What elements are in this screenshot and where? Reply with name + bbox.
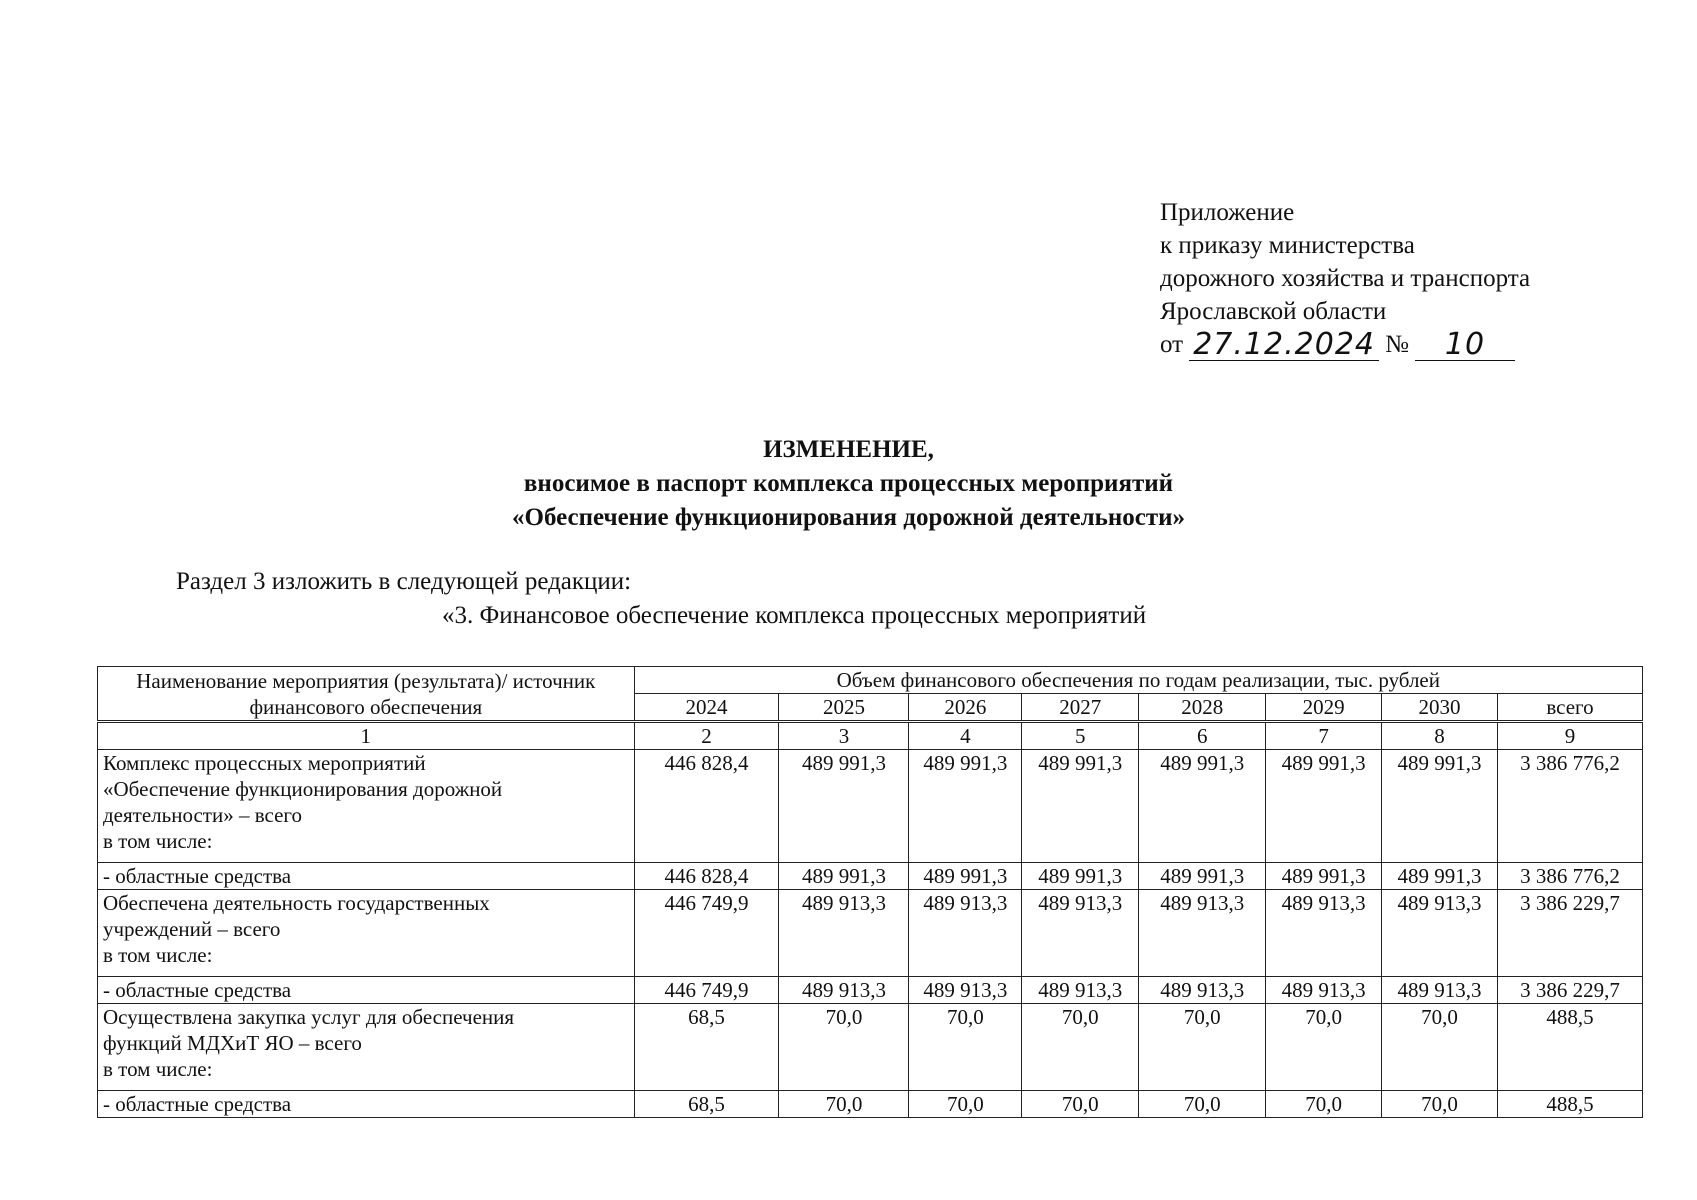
row-name-line: «Обеспечение функционирования дорожной	[103, 777, 503, 801]
value-cell: 489 991,3	[1382, 750, 1498, 863]
row-name	[98, 750, 635, 863]
total-cell: 3 386 776,2	[1498, 750, 1643, 863]
year-header: 2025	[779, 694, 909, 722]
value-cell: 68,5	[634, 1091, 779, 1118]
table-row	[98, 1004, 1643, 1091]
table-row	[98, 750, 1643, 863]
appendix-line: Ярославской области	[1160, 298, 1387, 325]
date-prefix: от	[1160, 331, 1184, 358]
value-cell: 489 913,3	[1266, 890, 1382, 977]
total-cell: 3 386 229,7	[1498, 977, 1643, 1004]
title-line-1: ИЗМЕНЕНИЕ,	[763, 436, 934, 463]
total-cell: 3 386 776,2	[1498, 863, 1643, 890]
year-header: 2029	[1266, 694, 1382, 722]
column-index: 7	[1266, 722, 1382, 750]
value-cell: 489 991,3	[909, 750, 1022, 863]
value-cell: 70,0	[1022, 1091, 1139, 1118]
value-cell: 489 913,3	[1382, 977, 1498, 1004]
row-name-line: Осуществлена закупка услуг для обеспечения	[103, 1005, 515, 1029]
table-row	[98, 977, 1643, 1004]
value-cell: 489 991,3	[779, 750, 909, 863]
row-name-line: в том числе:	[103, 943, 213, 967]
row-name	[98, 890, 635, 977]
value-cell: 489 913,3	[1022, 890, 1139, 977]
value-cell: 70,0	[1139, 1091, 1266, 1118]
table-row	[98, 863, 1643, 890]
column-index: 5	[1022, 722, 1139, 750]
value-cell: 70,0	[1382, 1091, 1498, 1118]
total-header: всего	[1498, 694, 1643, 722]
value-cell: 70,0	[779, 1004, 909, 1091]
value-cell: 489 991,3	[1139, 750, 1266, 863]
value-cell: 489 991,3	[1022, 863, 1139, 890]
value-cell: 70,0	[1266, 1091, 1382, 1118]
value-cell: 489 991,3	[1382, 863, 1498, 890]
value-cell: 489 913,3	[1139, 977, 1266, 1004]
value-cell: 489 913,3	[909, 890, 1022, 977]
value-cell: 446 828,4	[634, 863, 779, 890]
row-name-line: в том числе:	[103, 829, 213, 853]
appendix-date-row	[1160, 328, 1530, 361]
row-name: - областные средства	[98, 863, 635, 890]
handwritten-date: 27.12.2024	[1189, 330, 1379, 361]
value-cell: 489 913,3	[1022, 977, 1139, 1004]
column-index: 1	[98, 722, 635, 750]
value-cell: 489 913,3	[909, 977, 1022, 1004]
number-sign: №	[1385, 331, 1409, 358]
financing-table	[97, 666, 1643, 1118]
value-cell: 489 913,3	[1139, 890, 1266, 977]
column-index: 9	[1498, 722, 1643, 750]
appendix-line: дорожного хозяйства и транспорта	[1160, 265, 1531, 292]
value-cell: 489 913,3	[1382, 890, 1498, 977]
value-cell: 489 991,3	[779, 863, 909, 890]
table-row	[98, 890, 1643, 977]
column-index: 8	[1382, 722, 1498, 750]
title-line-2: вносимое в паспорт комплекса процессных мероприятий	[523, 470, 1174, 497]
name-column-header: Наименование мероприятия (результата)/ источник финансового обеспечения	[98, 667, 635, 722]
column-index: 6	[1139, 722, 1266, 750]
value-cell: 70,0	[909, 1091, 1022, 1118]
value-cell: 489 913,3	[779, 977, 909, 1004]
column-index: 4	[909, 722, 1022, 750]
year-header: 2026	[909, 694, 1022, 722]
year-header: 2028	[1139, 694, 1266, 722]
value-cell: 70,0	[909, 1004, 1022, 1091]
row-name: - областные средства	[98, 977, 635, 1004]
year-header: 2027	[1022, 694, 1139, 722]
column-index: 3	[779, 722, 909, 750]
row-name-line: деятельности» – всего	[103, 803, 302, 827]
row-name: - областные средства	[98, 1091, 635, 1118]
intro-text: Раздел 3 изложить в следующей редакции:	[176, 568, 632, 595]
value-cell: 68,5	[634, 1004, 779, 1091]
value-cell: 70,0	[1022, 1004, 1139, 1091]
appendix-line: к приказу министерства	[1160, 232, 1415, 259]
appendix-line: Приложение	[1160, 199, 1295, 226]
column-index-row	[98, 722, 1643, 750]
handwritten-number: 10	[1415, 330, 1515, 361]
value-cell: 70,0	[1382, 1004, 1498, 1091]
table-row	[98, 1091, 1643, 1118]
row-name-line: учреждений – всего	[103, 917, 281, 941]
year-header: 2030	[1382, 694, 1498, 722]
row-name-line: Обеспечена деятельность государственных	[103, 891, 490, 915]
value-cell: 70,0	[1266, 1004, 1382, 1091]
value-cell: 489 991,3	[1139, 863, 1266, 890]
value-cell: 70,0	[779, 1091, 909, 1118]
column-index: 2	[634, 722, 779, 750]
value-cell: 489 913,3	[1266, 977, 1382, 1004]
value-cell: 446 749,9	[634, 890, 779, 977]
appendix-block	[1160, 196, 1530, 361]
total-cell: 488,5	[1498, 1091, 1643, 1118]
value-cell: 446 828,4	[634, 750, 779, 863]
row-name-line: функций МДХиТ ЯО – всего	[103, 1031, 362, 1055]
row-name-line: в том числе:	[103, 1057, 213, 1081]
volume-header: Объем финансового обеспечения по годам реализации, тыс. рублей	[634, 667, 1642, 694]
value-cell: 70,0	[1139, 1004, 1266, 1091]
value-cell: 489 991,3	[1022, 750, 1139, 863]
value-cell: 489 991,3	[1266, 750, 1382, 863]
section-title: «3. Финансовое обеспечение комплекса процессных мероприятий	[442, 602, 1147, 629]
title-line-3: «Обеспечение функционирования дорожной деятельности»	[512, 504, 1185, 531]
total-cell: 3 386 229,7	[1498, 890, 1643, 977]
row-name-line: Комплекс процессных мероприятий	[103, 751, 426, 775]
value-cell: 446 749,9	[634, 977, 779, 1004]
row-name	[98, 1004, 635, 1091]
value-cell: 489 991,3	[1266, 863, 1382, 890]
document-title	[0, 433, 1697, 535]
value-cell: 489 913,3	[779, 890, 909, 977]
value-cell: 489 991,3	[909, 863, 1022, 890]
year-header: 2024	[634, 694, 779, 722]
total-cell: 488,5	[1498, 1004, 1643, 1091]
